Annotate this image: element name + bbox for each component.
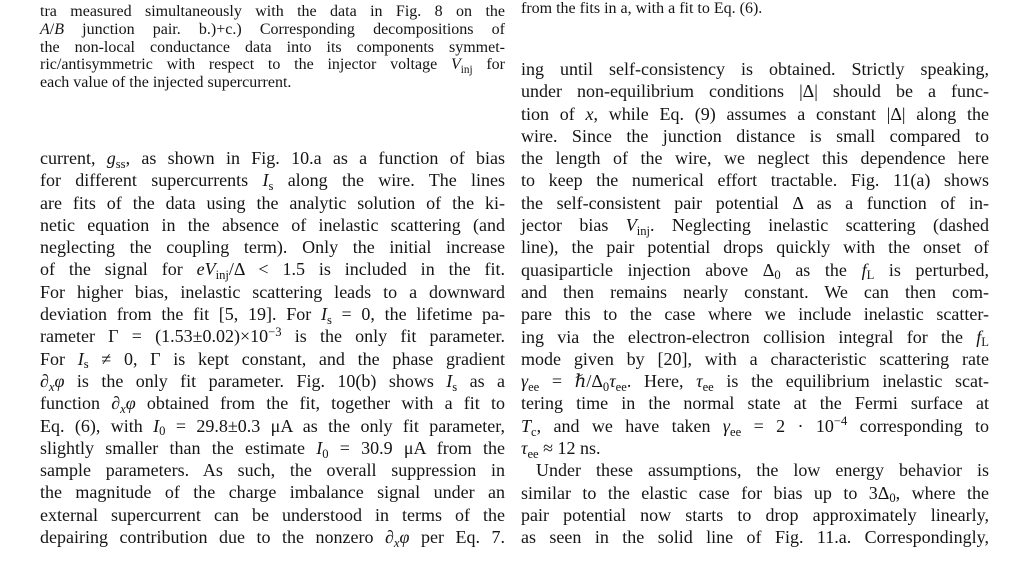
text-run: , while Eq. (9) assumes a constant |Δ| along the [593,103,989,124]
left-column [40,0,505,569]
body-line [521,482,989,504]
text-run: ∂ [40,370,49,391]
math-variable: γ [521,371,529,392]
text-run: deviation from the fit [5, 19]. For [40,304,321,325]
text-run: the self-consistent pair potential Δ as a function of in- [521,192,989,213]
caption-line [40,21,505,39]
figure-caption [40,3,505,92]
math-variable: A [40,20,50,38]
body-line [521,236,989,258]
text-run: ric/antisymmetric with respect to the injector voltage [40,56,451,74]
subscript: 0 [159,424,166,439]
body-line [40,370,505,392]
text-run: and then remains nearly constant. We can then com- [521,281,989,302]
text-run: Under these assumptions, the low energy behavior is [536,460,989,481]
text-run: are fits of the data using the analytic solution of the ki- [40,192,505,213]
text-run: mode given by [20], with a characteristic scattering rate [521,348,989,369]
math-variable: I [446,370,453,391]
text-run: neglecting the coupling term). Only the initial increase [40,237,505,258]
body-line [521,259,989,281]
body-paragraph [521,58,989,549]
body-line [521,125,989,147]
text-run: netic equation in the absence of inelastic scattering (and [40,214,505,235]
text-run: sample parameters. As such, the overall suppression in [40,460,505,481]
text-run: similar to the elastic case for bias up to 3Δ [521,482,890,503]
math-variable: I [77,348,84,369]
body-line [521,214,989,236]
body-line [40,459,505,481]
text-run: ≠ 0, Γ is kept constant, and the phase gradient [88,348,505,369]
body-line [40,504,505,526]
math-variable: V [450,56,461,74]
text-run: from the fits in a, with a fit to Eq. (6). [521,0,763,17]
text-run: /Δ < 1.5 is included in the fit. [228,259,505,280]
subscript: L [981,335,989,350]
text-run: is the only fit parameter. [281,326,505,347]
body-line [521,192,989,214]
text-run: as seen in the solid line of Fig. 11.a. Correspondingly, [521,527,989,548]
right-column [521,0,989,569]
body-line [521,326,989,348]
text-run: / [49,20,55,38]
text-run: external supercurrent can be understood in terms of the [40,504,505,525]
subscript: ee [527,446,539,461]
text-run: tion of [521,103,586,124]
body-line [40,325,505,347]
subscript: 0 [602,379,610,394]
math-variable: I [316,437,323,458]
math-variable: eV [196,259,216,280]
caption-line [521,0,989,18]
subscript: x [120,402,126,417]
caption-line [40,74,505,92]
text-run: the magnitude of the charge imbalance signal under an [40,482,505,503]
text-run: under non-equilibrium conditions |Δ| should be a func- [521,81,989,102]
text-run: to keep the numerical effort tractable. Fig. 11(a) shows [521,170,989,191]
math-variable: τ [609,371,616,392]
superscript: −4 [833,414,848,429]
text-run: , as shown in Fig. 10.a as a function of bias [125,148,505,168]
text-run: = 30.9 μA from the [328,437,505,458]
text-run: is the only fit parameter. Fig. 10(b) shows [64,370,447,391]
subscript: ee [702,379,714,394]
body-line [521,504,989,526]
subscript: c [531,424,537,439]
text-run: , where the [895,482,989,503]
math-variable: g [106,148,116,168]
text-run: quasiparticle injection above Δ [521,259,775,280]
subscript: s [326,312,332,327]
math-variable: V [625,215,637,236]
body-line [40,348,505,370]
text-run: rameter Γ = (1.53±0.02)×10 [40,326,269,347]
text-run: = 2 · 10 [741,415,834,436]
math-variable: f [861,259,867,280]
body-line [521,526,989,548]
text-run: jector bias [521,215,626,236]
subscript: 0 [322,446,329,461]
text-run: along the wire. The lines [273,170,505,191]
body-line [521,80,989,102]
math-variable: x [585,103,594,124]
subscript: x [48,379,55,394]
subscript: x [393,535,400,550]
subscript: inj [460,63,473,76]
text-run: ≈ 12 ns. [538,438,601,459]
body-line [40,214,505,236]
text-run: wire. Since the junction distance is small compared to [521,125,989,146]
body-line [521,281,989,303]
text-run: . Neglecting inelastic scattering (dashed [650,215,989,236]
subscript: ee [615,379,627,394]
text-run: per Eq. 7. [409,527,505,548]
subscript: s [83,357,89,372]
body-line [40,437,505,459]
body-line [521,58,989,80]
text-run: tra measured simultaneously with the data in Fig. 8 on the [40,3,505,20]
math-variable: f [976,326,982,347]
body-line [40,192,505,214]
text-run: corresponding to [847,415,989,436]
caption-line [40,39,505,57]
text-run: depairing contribution due to the nonzero ∂ [40,527,394,548]
text-run: ing via the electron-electron collision integral for the [521,326,977,347]
body-line [40,392,505,417]
text-run: ing until self-consistency is obtained. Strictly speaking, [521,59,989,79]
subscript: ee [528,379,540,394]
text-run: obtained from the fit, together with a fit to [135,393,505,414]
text-run: for different supercurrents [40,170,263,191]
text-run: as a [457,370,505,391]
body-line [521,415,989,437]
body-line [40,526,505,548]
text-run: For [40,348,78,369]
math-variable: φ [54,370,65,391]
text-run: , and we have taken [536,415,723,436]
subscript: s [268,179,274,194]
body-line [40,147,505,169]
text-run: of the signal for [40,259,197,280]
text-run: Eq. (6), with [40,415,154,436]
math-variable: τ [696,371,703,392]
body-line [521,103,989,125]
body-line [521,370,989,392]
text-run: as the [780,259,862,280]
body-paragraph [40,147,505,548]
text-run: the non-local conductance data into its components symmet- [40,38,505,56]
text-run: For higher bias, inelastic scattering leads to a downward [40,281,505,302]
math-variable: φ [125,393,136,414]
body-line [40,281,505,303]
body-line [521,169,989,191]
text-run: = 0, the lifetime pa- [331,304,506,325]
body-line [40,258,505,283]
math-variable: τ [521,438,528,459]
text-run: pare this to the case where we include inelastic scatter- [521,304,989,325]
math-variable: T [521,415,532,436]
text-run: for [472,56,505,74]
body-line [40,481,505,503]
text-run: is perturbed, [874,259,990,280]
body-line [40,303,505,325]
subscript: 0 [774,268,781,283]
body-line [521,459,989,481]
math-variable: φ [399,527,410,548]
text-run: = ℏ/Δ [539,371,603,392]
figure-caption [521,0,989,18]
subscript: inj [636,223,651,238]
text-run: = 29.8±0.3 μA as the only fit parameter, [165,415,505,436]
body-line [40,236,505,258]
subscript: ee [730,424,742,439]
math-variable: I [262,170,269,191]
subscript: L [866,268,875,283]
text-run: current, [40,148,107,168]
text-run: junction pair. b.)+c.) Corresponding decompositions of [64,20,505,38]
body-line [521,303,989,325]
body-line [521,348,989,370]
subscript: inj [215,268,229,283]
subscript: 0 [889,491,896,506]
text-run: function ∂ [40,393,121,414]
text-run: tering time in the normal state at the Fermi surface at [521,393,989,414]
subscript: ss [115,156,126,171]
text-run: pair potential now starts to drop approximately linearly, [521,504,989,525]
text-run: the length of the wire, we neglect this dependence here [521,148,989,169]
text-run: . Here, [626,371,697,392]
text-run: is the equilibrium inelastic scat- [713,371,989,392]
body-line [521,437,989,459]
math-variable: I [320,304,327,325]
body-line [40,169,505,194]
text-run: line), the pair potential drops quickly with the onset of [521,237,989,258]
math-variable: I [153,415,160,436]
body-line [521,392,989,414]
body-line [40,415,505,437]
superscript: −3 [268,325,282,340]
text-run: each value of the injected supercurrent. [40,74,292,91]
body-line [521,147,989,169]
math-variable: B [54,20,65,38]
math-variable: γ [722,415,731,436]
subscript: s [452,379,458,394]
caption-line [40,3,505,21]
text-run: slightly smaller than the estimate [40,437,317,458]
caption-line [40,56,505,74]
